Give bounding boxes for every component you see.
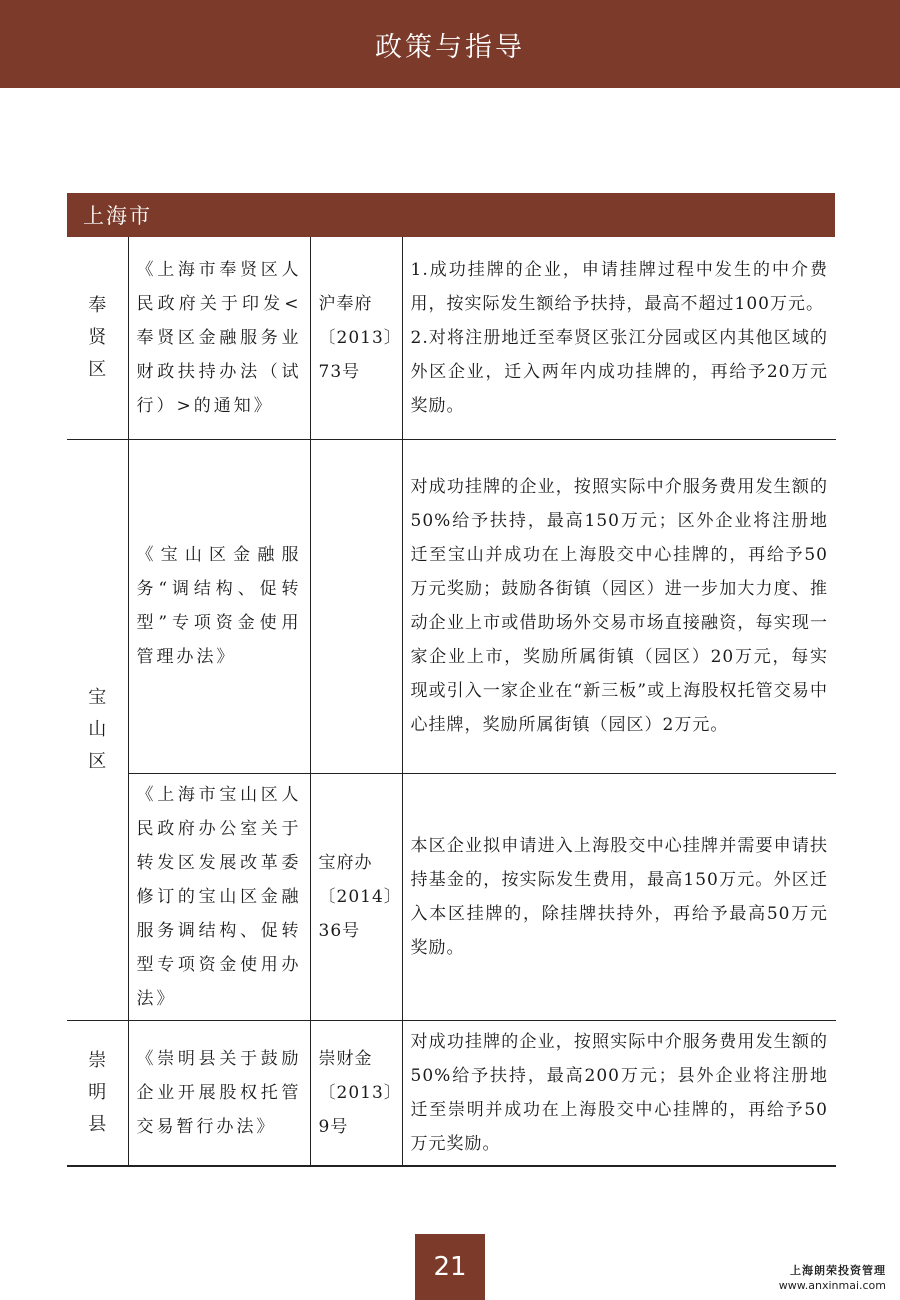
document-number: 沪奉府〔2013〕73号 [310,237,402,439]
document-name: 《崇明县关于鼓励企业开展股权托管交易暂行办法》 [128,1020,310,1166]
table-row-baoshan-1 [67,439,836,773]
policy-content [402,439,836,773]
brand-footer [779,1263,886,1293]
brand-name: 上海朗荣投资管理 [790,1264,886,1277]
document-name: 《上海市奉贤区人民政府关于印发<奉贤区金融服务业财政扶持办法（试行）>的通知》 [128,237,310,439]
document-number: 宝府办〔2014〕36号 [310,773,402,1020]
page-header-title: 政策与指导 [375,31,525,63]
policy-content [402,1020,836,1166]
district-cell: 奉 贤 区 [67,237,128,439]
policy-clause: 对成功挂牌的企业，按照实际中介服务费用发生额的50%给予扶持，最高150万元；区外企业将注册地迁至宝山并成功在上海股交中心挂牌的，再给予50万元奖励；鼓励各街镇（园区）进一步加大力度、推动企业上市或借助场外交易市场直接融资，每实现一家企业上市，奖励所属街镇（园区）20万元，每实现或引入一家企业在“新三板”或上海股权托管交易中心挂牌，奖励所属街镇（园区）2万元。 [410,477,828,735]
document-number: 崇财金〔2013〕9号 [310,1020,402,1166]
table-row-fengxian [67,237,836,439]
policy-content [402,237,836,439]
table-row-baoshan-2 [67,773,836,1020]
section-title-bar [67,193,835,237]
page-number: 21 [415,1234,485,1300]
district-cell: 崇 明 县 [67,1020,128,1166]
policy-clause: 2.对将注册地迁至奉贤区张江分园或区内其他区域的外区企业，迁入两年内成功挂牌的，再给予20万元奖励。 [410,327,828,416]
policy-clause: 对成功挂牌的企业，按照实际中介服务费用发生额的50%给予扶持，最高200万元；县外企业将注册地迁至崇明并成功在上海股交中心挂牌的，再给予50万元奖励。 [410,1031,828,1154]
policy-clause: 本区企业拟申请进入上海股交中心挂牌并需要申请扶持基金的，按实际发生费用，最高150万元。外区迁入本区挂牌的，除挂牌扶持外，再给予最高50万元奖励。 [410,835,828,958]
page-header [0,0,900,88]
table-row-chongming [67,1020,836,1166]
brand-url: www.anxinmai.com [778,1279,886,1292]
policy-content [402,773,836,1020]
policy-clause: 1.成功挂牌的企业，申请挂牌过程中发生的中介费用，按实际发生额给予扶持，最高不超过100万元。 [410,259,828,314]
document-name: 《上海市宝山区人民政府办公室关于转发区发展改革委修订的宝山区金融服务调结构、促转型专项资金使用办法》 [128,773,310,1020]
document-name: 《宝山区金融服务“调结构、促转型”专项资金使用管理办法》 [128,439,310,773]
section-title: 上海市 [83,204,152,228]
district-cell: 宝 山 区 [67,439,128,1020]
policy-table [67,237,836,1167]
document-number [310,439,402,773]
